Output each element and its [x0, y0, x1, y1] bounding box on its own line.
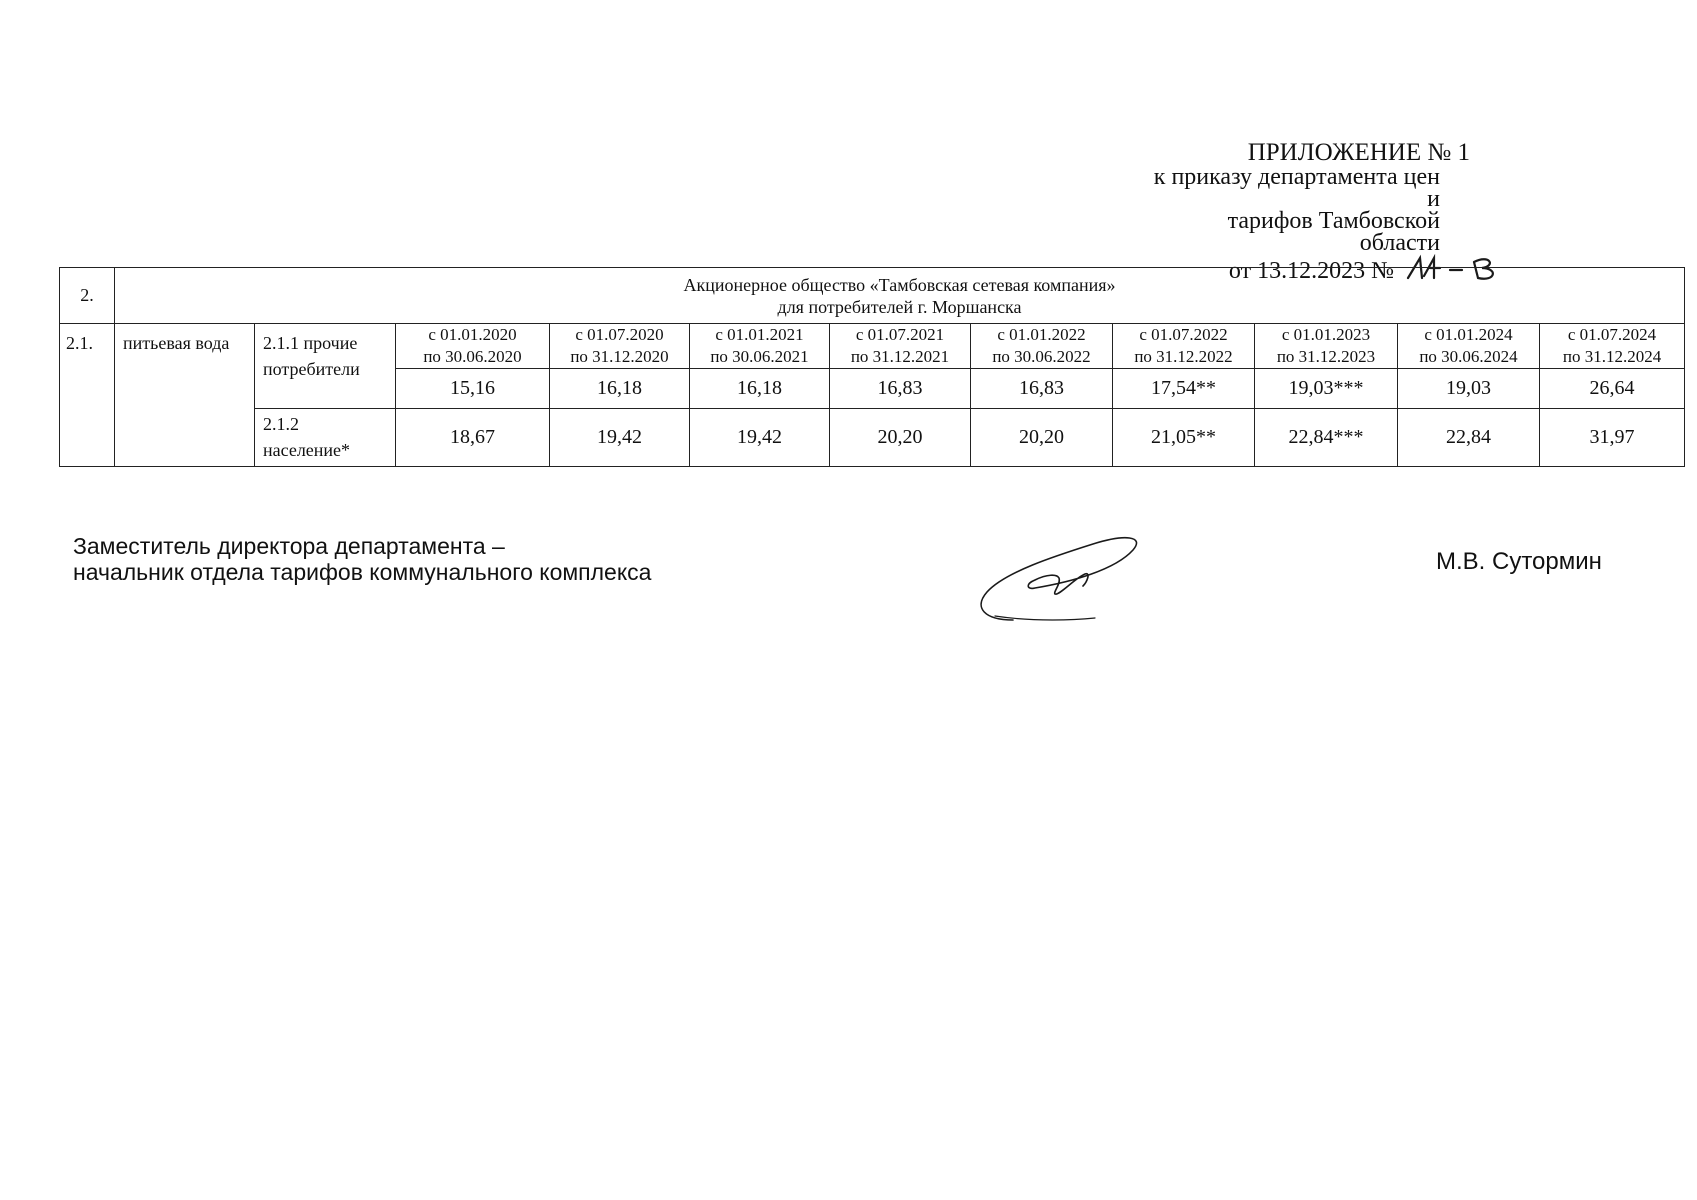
org-name: Акционерное общество «Тамбовская сетевая компания» — [683, 274, 1116, 295]
org-scope: для потребителей г. Моршанска — [777, 296, 1022, 317]
order-date: от 13.12.2023 № — [1228, 258, 1394, 284]
appendix-header — [1150, 140, 1570, 284]
org-cell — [115, 268, 1685, 324]
tariff-value-population: 21,05** — [1113, 409, 1255, 467]
tariff-value-population: 19,42 — [690, 409, 830, 467]
tariff-value-other: 15,16 — [396, 369, 550, 409]
tariff-value-other: 19,03*** — [1255, 369, 1398, 409]
tariff-value-population: 31,97 — [1540, 409, 1685, 467]
signatory-name: М.В. Сутормин — [1436, 548, 1602, 575]
org-row-number: 2. — [60, 268, 115, 324]
tariff-value-population: 18,67 — [396, 409, 550, 467]
period-header: с 01.01.2021 по 30.06.2021 — [690, 324, 830, 369]
tariff-value-population: 20,20 — [830, 409, 971, 467]
tariff-value-population: 20,20 — [971, 409, 1113, 467]
tariff-value-other: 26,64 — [1540, 369, 1685, 409]
tariff-value-other: 17,54** — [1113, 369, 1255, 409]
tariff-value-population: 22,84*** — [1255, 409, 1398, 467]
period-header: с 01.01.2023 по 31.12.2023 — [1255, 324, 1398, 369]
appendix-line-2: тарифов Тамбовской области — [1227, 208, 1440, 256]
period-header: с 01.07.2021 по 31.12.2021 — [830, 324, 971, 369]
group-other-consumers: 2.1.1 прочие потребители — [255, 324, 396, 409]
period-header: с 01.07.2022 по 31.12.2022 — [1113, 324, 1255, 369]
tariff-value-population: 22,84 — [1398, 409, 1540, 467]
period-header: с 01.07.2020 по 31.12.2020 — [550, 324, 690, 369]
position-line-2: начальник отдела тарифов коммунального комплекса — [73, 559, 652, 585]
tariff-value-other: 16,83 — [830, 369, 971, 409]
tariff-value-other: 16,83 — [971, 369, 1113, 409]
appendix-title: ПРИЛОЖЕНИЕ № 1 — [1247, 139, 1470, 166]
signatory-position — [73, 533, 651, 585]
tariff-value-other: 16,18 — [690, 369, 830, 409]
period-header: с 01.01.2020 по 30.06.2020 — [396, 324, 550, 369]
tariff-value-population: 19,42 — [550, 409, 690, 467]
service-name: питьевая вода — [115, 324, 255, 467]
period-header: с 01.01.2022 по 30.06.2022 — [971, 324, 1113, 369]
handwritten-signature — [975, 528, 1150, 628]
period-header: с 01.01.2024 по 30.06.2024 — [1398, 324, 1540, 369]
tariff-value-other: 19,03 — [1398, 369, 1540, 409]
service-row-number: 2.1. — [60, 324, 115, 467]
group-population: 2.1.2 население* — [255, 409, 396, 467]
period-header: с 01.07.2024 по 31.12.2024 — [1540, 324, 1685, 369]
tariff-table — [59, 267, 1685, 467]
appendix-line-1: к приказу департамента цен и — [1153, 164, 1440, 212]
tariff-value-other: 16,18 — [550, 369, 690, 409]
position-line-1: Заместитель директора департамента – — [73, 533, 505, 559]
